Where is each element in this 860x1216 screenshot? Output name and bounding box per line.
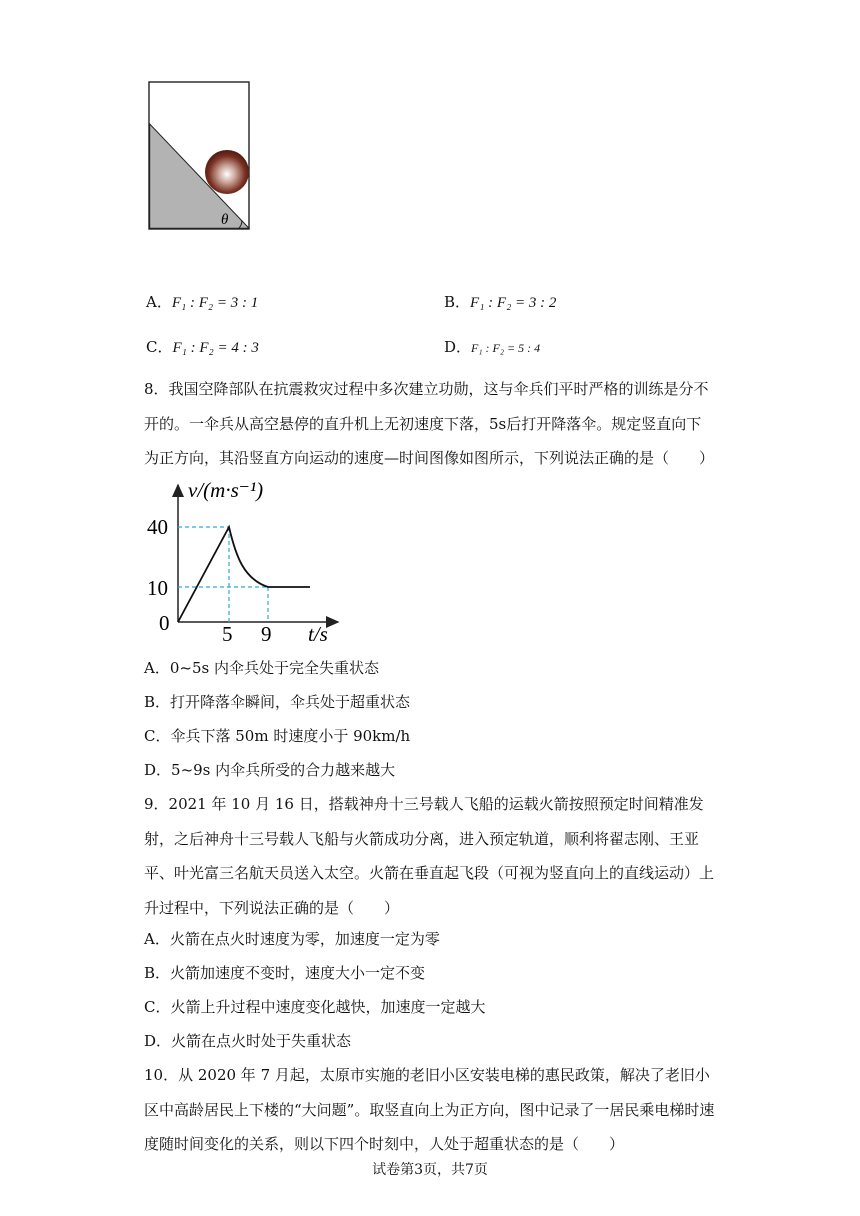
page-footer: 试卷第3页，共7页 xyxy=(372,1162,488,1178)
q9-option-c: C．火箭上升过程中速度变化越快，加速度一定越大 xyxy=(144,998,486,1016)
incline-ball-figure xyxy=(145,78,255,234)
option-expression: F₁ : F₂ = 5 : 4 xyxy=(471,341,541,355)
q9-option-a: A．火箭在点火时速度为零，加速度一定为零 xyxy=(144,930,440,948)
q8-stem: 8．我国空降部队在抗震救灾过程中多次建立功勋，这与伞兵们平时严格的训练是分不开的。一伞兵从高空悬停的直升机上无初速度下落，5s后打开降落伞。规定竖直向下为正方向，其沿竖直方向运动的速度—时间图像如图所示，下列说法正确的是（ ） xyxy=(144,380,715,467)
x-tick-5: 5 xyxy=(222,622,233,646)
option-letter: D． xyxy=(444,338,472,356)
option-expression: F₁ : F₂ = 4 : 3 xyxy=(172,340,259,356)
x-tick-9: 9 xyxy=(261,622,272,646)
q7-option-c xyxy=(146,337,259,358)
q8-option-d: D．5~9s 内伞兵所受的合力越来越大 xyxy=(144,761,396,779)
option-expression: F₁ : F₂ = 3 : 2 xyxy=(470,295,557,311)
velocity-time-graph xyxy=(140,475,350,647)
ball xyxy=(205,150,249,194)
option-letter: B． xyxy=(444,293,471,311)
q8-option-c: C．伞兵下落 50m 时速度小于 90km/h xyxy=(144,727,411,745)
q9-option-b: B．火箭加速度不变时，速度大小一定不变 xyxy=(144,964,426,982)
q7-option-b xyxy=(444,292,556,313)
q8-option-a: A．0~5s 内伞兵处于完全失重状态 xyxy=(144,659,379,677)
velocity-curve xyxy=(178,527,310,622)
x-axis-label: t/s xyxy=(308,622,328,646)
y-axis-label: v/(m·s⁻¹) xyxy=(188,478,264,502)
q7-option-d xyxy=(444,337,540,358)
option-letter: C． xyxy=(146,338,173,356)
q10-stem: 10．从 2020 年 7 月起，太原市实施的老旧小区安装电梯的惠民政策，解决了老旧小区中高龄居民上下楼的“大问题”。取竖直向上为正方向，图中记录了一居民乘电梯时速度随时间变化的关系，则以下四个时刻中，人处于超重状态的是（ ） xyxy=(144,1066,715,1153)
option-expression: F₁ : F₂ = 3 : 1 xyxy=(171,295,259,311)
y-tick-10: 10 xyxy=(147,576,168,600)
q8-option-b: B．打开降落伞瞬间，伞兵处于超重状态 xyxy=(144,693,411,711)
option-letter: A． xyxy=(146,293,172,311)
y-tick-40: 40 xyxy=(147,515,168,539)
angle-label: θ xyxy=(221,212,229,228)
origin-label: 0 xyxy=(159,611,170,635)
q9-option-d: D．火箭在点火时处于失重状态 xyxy=(144,1032,352,1050)
q9-stem: 9．2021 年 10 月 16 日，搭载神舟十三号载人飞船的运载火箭按照预定时间精准发射，之后神舟十三号载人飞船与火箭成功分离，进入预定轨道，顺利将翟志刚、王亚平、叶光富三名航天员送入太空。火箭在垂直起飞段（可视为竖直向上的直线运动）上升过程中，下列说法正确的是（ ） xyxy=(144,795,715,917)
q7-option-a xyxy=(146,292,258,313)
